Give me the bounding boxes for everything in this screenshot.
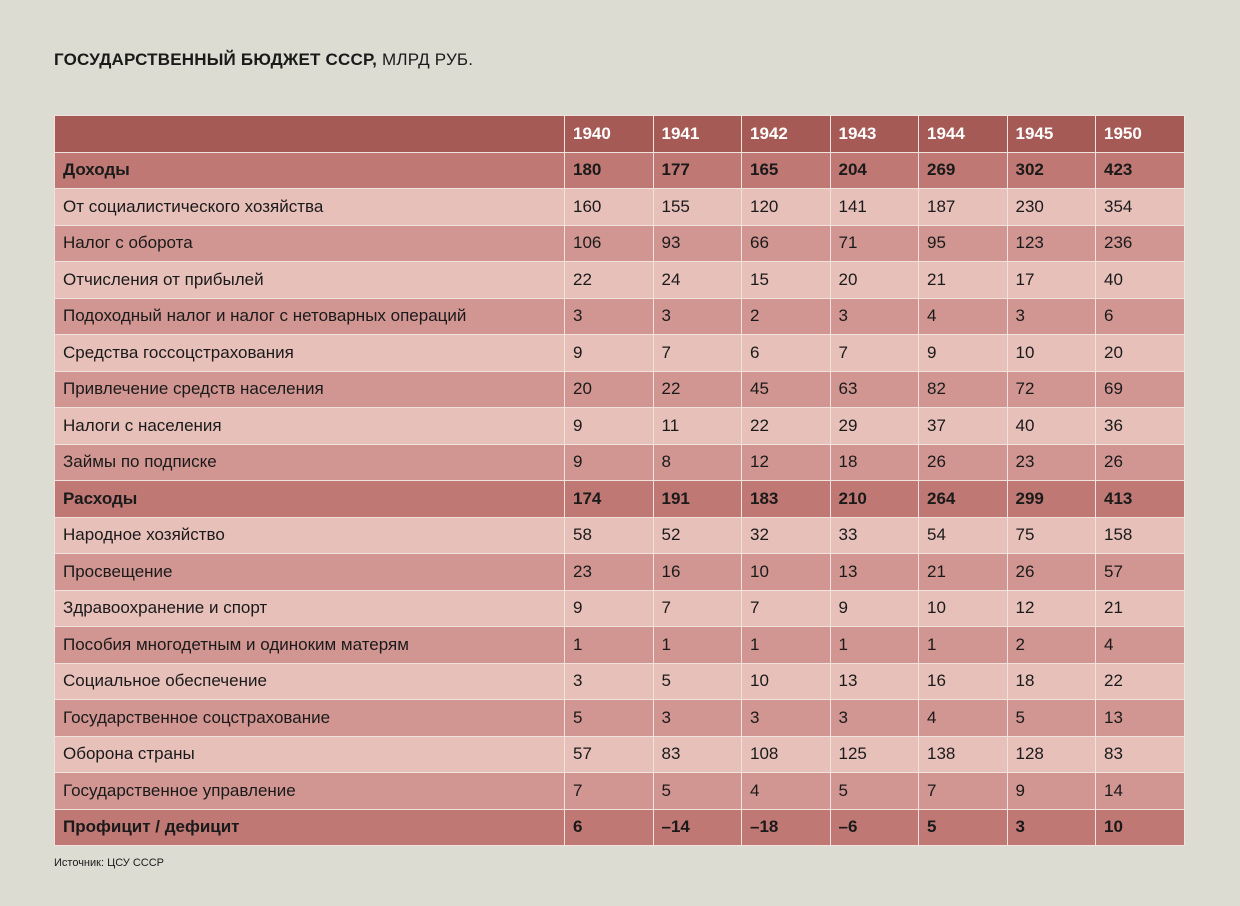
- table-row: [55, 627, 1185, 664]
- row-label: Государственное управление: [55, 773, 565, 810]
- value-cell-1941: 7: [653, 335, 742, 372]
- source-note: Источник: ЦСУ СССР: [54, 857, 164, 869]
- value-cell-1950: 83: [1096, 736, 1185, 773]
- value-cell-1941: 1: [653, 627, 742, 664]
- value-cell-1950: 20: [1096, 335, 1185, 372]
- value-cell-1940: 9: [565, 335, 654, 372]
- value-cell-1943: 7: [830, 335, 919, 372]
- header-year-1950: 1950: [1096, 116, 1185, 153]
- table-row: [55, 736, 1185, 773]
- value-cell-1944: 269: [919, 152, 1008, 189]
- value-cell-1945: 5: [1007, 700, 1096, 737]
- value-cell-1943: 210: [830, 481, 919, 518]
- value-cell-1941: 24: [653, 262, 742, 299]
- table-body: [55, 152, 1185, 846]
- value-cell-1945: 23: [1007, 444, 1096, 481]
- value-cell-1942: 6: [742, 335, 831, 372]
- value-cell-1942: 3: [742, 700, 831, 737]
- value-cell-1945: 40: [1007, 408, 1096, 445]
- value-cell-1944: 26: [919, 444, 1008, 481]
- value-cell-1941: 8: [653, 444, 742, 481]
- value-cell-1941: 191: [653, 481, 742, 518]
- table-row: [55, 262, 1185, 299]
- value-cell-1940: 22: [565, 262, 654, 299]
- value-cell-1942: 1: [742, 627, 831, 664]
- value-cell-1940: 58: [565, 517, 654, 554]
- value-cell-1941: 83: [653, 736, 742, 773]
- value-cell-1945: 299: [1007, 481, 1096, 518]
- value-cell-1941: 155: [653, 189, 742, 226]
- value-cell-1950: 423: [1096, 152, 1185, 189]
- value-cell-1943: 3: [830, 298, 919, 335]
- value-cell-1940: 9: [565, 444, 654, 481]
- value-cell-1944: 21: [919, 554, 1008, 591]
- value-cell-1941: 5: [653, 773, 742, 810]
- row-label: Просвещение: [55, 554, 565, 591]
- value-cell-1950: 21: [1096, 590, 1185, 627]
- value-cell-1942: 108: [742, 736, 831, 773]
- value-cell-1943: 63: [830, 371, 919, 408]
- table-row: [55, 408, 1185, 445]
- value-cell-1940: 9: [565, 590, 654, 627]
- row-label: Привлечение средств населения: [55, 371, 565, 408]
- value-cell-1944: 1: [919, 627, 1008, 664]
- value-cell-1942: 2: [742, 298, 831, 335]
- value-cell-1950: 13: [1096, 700, 1185, 737]
- value-cell-1943: 1: [830, 627, 919, 664]
- value-cell-1944: 5: [919, 809, 1008, 846]
- budget-table: [54, 115, 1185, 846]
- value-cell-1940: 3: [565, 663, 654, 700]
- table-row: [55, 554, 1185, 591]
- value-cell-1940: 3: [565, 298, 654, 335]
- value-cell-1941: 177: [653, 152, 742, 189]
- value-cell-1950: 40: [1096, 262, 1185, 299]
- value-cell-1942: 32: [742, 517, 831, 554]
- value-cell-1942: 22: [742, 408, 831, 445]
- row-label: Подоходный налог и налог с нетоварных операций: [55, 298, 565, 335]
- value-cell-1940: 5: [565, 700, 654, 737]
- value-cell-1944: 4: [919, 700, 1008, 737]
- value-cell-1941: 5: [653, 663, 742, 700]
- value-cell-1942: 183: [742, 481, 831, 518]
- value-cell-1944: 37: [919, 408, 1008, 445]
- value-cell-1950: 6: [1096, 298, 1185, 335]
- value-cell-1944: 9: [919, 335, 1008, 372]
- value-cell-1940: 6: [565, 809, 654, 846]
- value-cell-1944: 95: [919, 225, 1008, 262]
- value-cell-1940: 7: [565, 773, 654, 810]
- value-cell-1943: 13: [830, 554, 919, 591]
- value-cell-1945: 128: [1007, 736, 1096, 773]
- header-label-cell: [55, 116, 565, 153]
- value-cell-1950: 158: [1096, 517, 1185, 554]
- value-cell-1943: 204: [830, 152, 919, 189]
- value-cell-1942: –18: [742, 809, 831, 846]
- value-cell-1944: 7: [919, 773, 1008, 810]
- row-label: Социальное обеспечение: [55, 663, 565, 700]
- value-cell-1941: 52: [653, 517, 742, 554]
- table-row: [55, 189, 1185, 226]
- value-cell-1950: 57: [1096, 554, 1185, 591]
- value-cell-1941: 16: [653, 554, 742, 591]
- table-section-row: [55, 809, 1185, 846]
- header-year-1941: 1941: [653, 116, 742, 153]
- value-cell-1942: 165: [742, 152, 831, 189]
- row-label: Отчисления от прибылей: [55, 262, 565, 299]
- value-cell-1943: 18: [830, 444, 919, 481]
- value-cell-1945: 75: [1007, 517, 1096, 554]
- value-cell-1942: 10: [742, 554, 831, 591]
- value-cell-1943: 13: [830, 663, 919, 700]
- title-unit: МЛРД РУБ.: [377, 50, 474, 69]
- table-row: [55, 444, 1185, 481]
- table-section-row: [55, 481, 1185, 518]
- row-label: Доходы: [55, 152, 565, 189]
- value-cell-1945: 26: [1007, 554, 1096, 591]
- value-cell-1944: 264: [919, 481, 1008, 518]
- value-cell-1943: 29: [830, 408, 919, 445]
- value-cell-1943: 125: [830, 736, 919, 773]
- row-label: Государственное соцстрахование: [55, 700, 565, 737]
- row-label: Расходы: [55, 481, 565, 518]
- value-cell-1941: 3: [653, 298, 742, 335]
- value-cell-1950: 14: [1096, 773, 1185, 810]
- table-row: [55, 773, 1185, 810]
- row-label: Оборона страны: [55, 736, 565, 773]
- value-cell-1944: 187: [919, 189, 1008, 226]
- value-cell-1944: 16: [919, 663, 1008, 700]
- value-cell-1944: 10: [919, 590, 1008, 627]
- value-cell-1943: 33: [830, 517, 919, 554]
- value-cell-1943: 20: [830, 262, 919, 299]
- value-cell-1950: 22: [1096, 663, 1185, 700]
- header-year-1942: 1942: [742, 116, 831, 153]
- value-cell-1945: 10: [1007, 335, 1096, 372]
- value-cell-1942: 66: [742, 225, 831, 262]
- value-cell-1945: 3: [1007, 298, 1096, 335]
- value-cell-1940: 180: [565, 152, 654, 189]
- value-cell-1940: 160: [565, 189, 654, 226]
- value-cell-1943: 5: [830, 773, 919, 810]
- value-cell-1945: 3: [1007, 809, 1096, 846]
- row-label: От социалистического хозяйства: [55, 189, 565, 226]
- value-cell-1950: 236: [1096, 225, 1185, 262]
- value-cell-1950: 354: [1096, 189, 1185, 226]
- value-cell-1942: 120: [742, 189, 831, 226]
- value-cell-1945: 9: [1007, 773, 1096, 810]
- value-cell-1944: 4: [919, 298, 1008, 335]
- table-row: [55, 517, 1185, 554]
- value-cell-1945: 123: [1007, 225, 1096, 262]
- value-cell-1943: 9: [830, 590, 919, 627]
- row-label: Средства госсоцстрахования: [55, 335, 565, 372]
- value-cell-1941: 93: [653, 225, 742, 262]
- value-cell-1942: 12: [742, 444, 831, 481]
- table-row: [55, 298, 1185, 335]
- value-cell-1940: 20: [565, 371, 654, 408]
- value-cell-1943: 141: [830, 189, 919, 226]
- table-header-row: [55, 116, 1185, 153]
- value-cell-1950: 413: [1096, 481, 1185, 518]
- table-row: [55, 700, 1185, 737]
- value-cell-1950: 10: [1096, 809, 1185, 846]
- value-cell-1943: 71: [830, 225, 919, 262]
- value-cell-1942: 15: [742, 262, 831, 299]
- value-cell-1944: 21: [919, 262, 1008, 299]
- row-label: Займы по подписке: [55, 444, 565, 481]
- value-cell-1943: –6: [830, 809, 919, 846]
- value-cell-1945: 230: [1007, 189, 1096, 226]
- table-row: [55, 225, 1185, 262]
- value-cell-1943: 3: [830, 700, 919, 737]
- table-section-row: [55, 152, 1185, 189]
- value-cell-1941: 11: [653, 408, 742, 445]
- value-cell-1945: 17: [1007, 262, 1096, 299]
- value-cell-1945: 302: [1007, 152, 1096, 189]
- value-cell-1950: 36: [1096, 408, 1185, 445]
- row-label: Налог с оборота: [55, 225, 565, 262]
- value-cell-1950: 4: [1096, 627, 1185, 664]
- value-cell-1950: 26: [1096, 444, 1185, 481]
- row-label: Профицит / дефицит: [55, 809, 565, 846]
- value-cell-1940: 57: [565, 736, 654, 773]
- value-cell-1944: 54: [919, 517, 1008, 554]
- row-label: Народное хозяйство: [55, 517, 565, 554]
- row-label: Здравоохранение и спорт: [55, 590, 565, 627]
- value-cell-1945: 72: [1007, 371, 1096, 408]
- header-year-1944: 1944: [919, 116, 1008, 153]
- table-row: [55, 371, 1185, 408]
- value-cell-1940: 9: [565, 408, 654, 445]
- row-label: Пособия многодетным и одиноким матерям: [55, 627, 565, 664]
- value-cell-1942: 7: [742, 590, 831, 627]
- value-cell-1942: 4: [742, 773, 831, 810]
- row-label: Налоги с населения: [55, 408, 565, 445]
- value-cell-1942: 45: [742, 371, 831, 408]
- value-cell-1940: 174: [565, 481, 654, 518]
- value-cell-1941: 22: [653, 371, 742, 408]
- value-cell-1945: 12: [1007, 590, 1096, 627]
- page-title: [54, 50, 473, 70]
- value-cell-1941: 7: [653, 590, 742, 627]
- table-row: [55, 663, 1185, 700]
- title-bold: ГОСУДАРСТВЕННЫЙ БЮДЖЕТ СССР,: [54, 50, 378, 69]
- header-year-1945: 1945: [1007, 116, 1096, 153]
- table-row: [55, 590, 1185, 627]
- value-cell-1950: 69: [1096, 371, 1185, 408]
- value-cell-1942: 10: [742, 663, 831, 700]
- value-cell-1944: 82: [919, 371, 1008, 408]
- value-cell-1940: 1: [565, 627, 654, 664]
- value-cell-1945: 2: [1007, 627, 1096, 664]
- value-cell-1940: 106: [565, 225, 654, 262]
- table-row: [55, 335, 1185, 372]
- value-cell-1940: 23: [565, 554, 654, 591]
- header-year-1943: 1943: [830, 116, 919, 153]
- value-cell-1944: 138: [919, 736, 1008, 773]
- value-cell-1945: 18: [1007, 663, 1096, 700]
- value-cell-1941: 3: [653, 700, 742, 737]
- header-year-1940: 1940: [565, 116, 654, 153]
- value-cell-1941: –14: [653, 809, 742, 846]
